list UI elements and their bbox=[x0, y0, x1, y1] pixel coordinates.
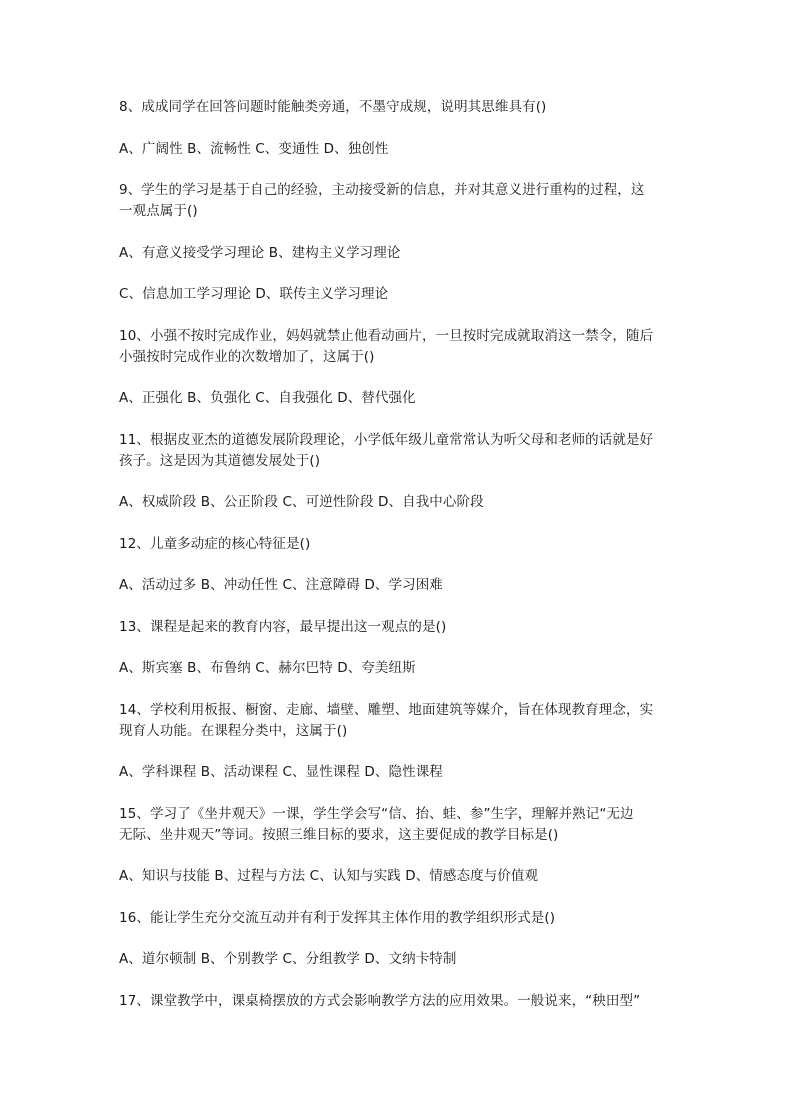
options-9-cd bbox=[119, 284, 679, 305]
text-line: 12、儿童多动症的核心特征是() bbox=[119, 535, 311, 552]
question-8 bbox=[119, 97, 679, 118]
question-12 bbox=[119, 534, 679, 555]
text-line: 无际、坐井观天”等词。按照三维目标的要求，这主要促成的教学目标是() bbox=[119, 826, 559, 843]
text-line: 孩子。这是因为其道德发展处于() bbox=[119, 452, 321, 469]
text-line: 小强按时完成作业的次数增加了，这属于() bbox=[119, 348, 375, 365]
text-line: 9、学生的学习是基于自己的经验，主动接受新的信息，并对其意义进行重构的过程，这 bbox=[119, 182, 645, 198]
options-16 bbox=[119, 949, 679, 970]
text-line: A、活动过多 B、冲动任性 C、注意障碍 D、学习困难 bbox=[119, 577, 443, 593]
text-line: A、学科课程 B、活动课程 C、显性课程 D、隐性课程 bbox=[119, 764, 443, 780]
text-line: A、权威阶段 B、公正阶段 C、可逆性阶段 D、自我中心阶段 bbox=[119, 494, 484, 510]
question-10 bbox=[119, 326, 679, 368]
question-14 bbox=[119, 700, 679, 742]
question-15 bbox=[119, 804, 679, 846]
text-line: A、道尔顿制 B、个别教学 C、分组教学 D、文纳卡特制 bbox=[119, 951, 457, 967]
text-line: 现育人功能。在课程分类中，这属于() bbox=[119, 722, 348, 739]
text-line: A、正强化 B、负强化 C、自我强化 D、替代强化 bbox=[119, 390, 416, 406]
text-line: A、斯宾塞 B、布鲁纳 C、赫尔巴特 D、夸美纽斯 bbox=[119, 660, 416, 676]
question-9 bbox=[119, 180, 679, 222]
options-9-ab bbox=[119, 243, 679, 264]
text-line: 11、根据皮亚杰的道德发展阶段理论，小学低年级儿童常常认为听父母和老师的话就是好 bbox=[119, 431, 654, 448]
text-line: A、有意义接受学习理论 B、建构主义学习理论 bbox=[119, 244, 401, 261]
options-10 bbox=[119, 388, 679, 409]
text-line: 17、课堂教学中，课桌椅摆放的方式会影响教学方法的应用效果。一般说来，“秧田型” bbox=[119, 992, 641, 1009]
options-12 bbox=[119, 575, 679, 596]
text-line: 13、课程是起来的教育内容，最早提出这一观点的是() bbox=[119, 618, 447, 635]
text-line: 14、学校利用板报、橱窗、走廊、墙壁、雕塑、地面建筑等媒介，旨在体现教育理念，实 bbox=[119, 701, 654, 718]
text-line: 一观点属于() bbox=[119, 203, 198, 219]
options-8 bbox=[119, 139, 679, 160]
text-line: 10、小强不按时完成作业，妈妈就禁止他看动画片，一旦按时完成就取消这一禁令，随后 bbox=[119, 327, 654, 344]
text-line: A、知识与技能 B、过程与方法 C、认知与实践 D、情感态度与价值观 bbox=[119, 868, 539, 884]
options-15 bbox=[119, 866, 679, 887]
text-line: C、信息加工学习理论 D、联传主义学习理论 bbox=[119, 286, 389, 302]
text-line: 15、学习了《坐井观天》一课，学生学会写“信、抬、蛙、参”生字，理解并熟记“无边 bbox=[119, 805, 634, 822]
question-13 bbox=[119, 617, 679, 638]
text-line: 8、成成同学在回答问题时能触类旁通，不墨守成规，说明其思维具有() bbox=[119, 99, 547, 115]
question-16 bbox=[119, 908, 679, 929]
question-17 bbox=[119, 991, 679, 1012]
options-13 bbox=[119, 658, 679, 679]
question-11 bbox=[119, 430, 679, 472]
document-body bbox=[119, 97, 679, 1032]
options-11 bbox=[119, 492, 679, 513]
options-14 bbox=[119, 762, 679, 783]
text-line: A、广阔性 B、流畅性 C、变通性 D、独创性 bbox=[119, 140, 389, 157]
text-line: 16、能让学生充分交流互动并有利于发挥其主体作用的教学组织形式是() bbox=[119, 909, 556, 926]
